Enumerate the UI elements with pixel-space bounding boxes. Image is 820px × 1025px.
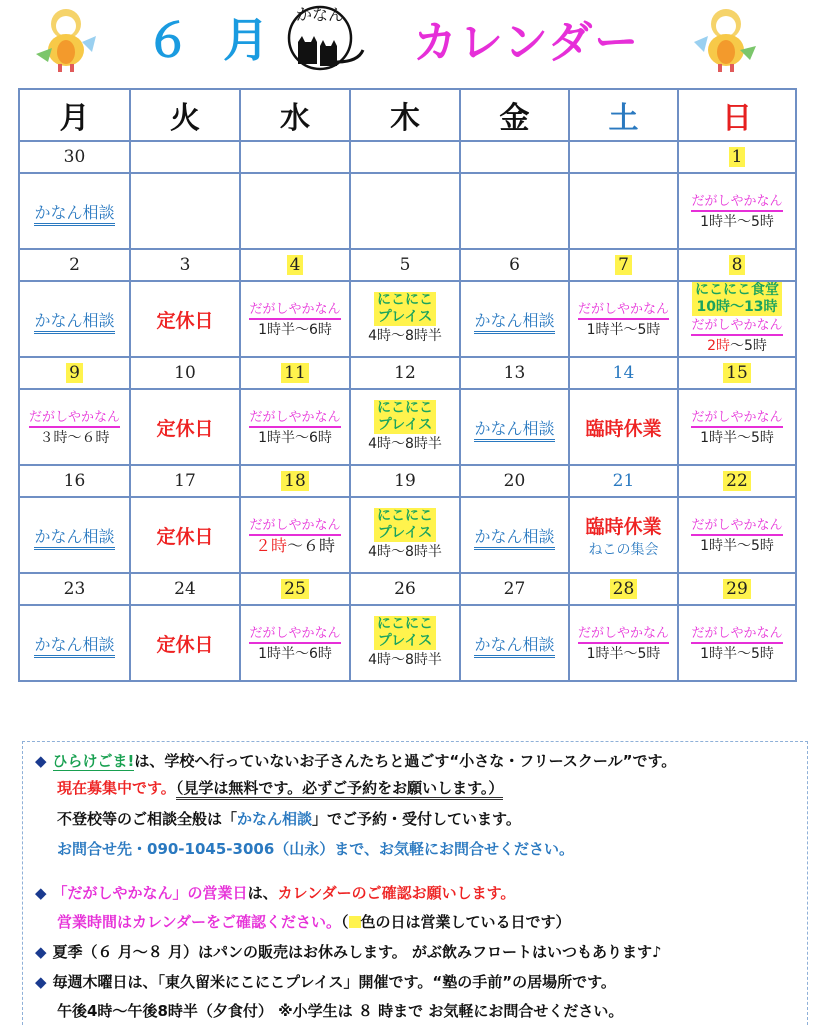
weekday-thu: 木 xyxy=(350,89,460,141)
event-cell xyxy=(19,173,130,249)
event-cell xyxy=(678,173,796,249)
day-number: 26 xyxy=(394,579,416,599)
badge-line-1: にこにこ xyxy=(377,616,433,632)
shop-name: だがしやかなん xyxy=(249,410,340,428)
calendar-header xyxy=(0,0,820,85)
day-number: 23 xyxy=(63,579,86,599)
yellow-square-icon xyxy=(349,916,361,928)
day-number-cell xyxy=(460,573,569,605)
kanan-consult-link: かなん相談 xyxy=(34,311,114,334)
event-cell xyxy=(130,281,240,357)
diamond-icon: ◆ xyxy=(35,943,47,961)
weekday-sun: 日 xyxy=(678,89,796,141)
day-number-cell xyxy=(130,249,240,281)
shop-name: だがしやかなん xyxy=(578,626,669,644)
event-cell xyxy=(678,497,796,573)
event-cell xyxy=(460,497,569,573)
info-line-3: 不登校等のご相談全般は「かなん相談」でご予約・受付しています。 xyxy=(57,810,521,828)
day-number-cell xyxy=(19,465,130,497)
day-number: 17 xyxy=(174,471,196,491)
date-row xyxy=(19,357,796,389)
shop-hours: 1時半～5時 xyxy=(700,538,774,554)
weekday-tue: 火 xyxy=(130,89,240,141)
day-number-cell xyxy=(130,357,240,389)
weekday-wed: 水 xyxy=(240,89,350,141)
date-row xyxy=(19,249,796,281)
badge-line-1: にこにこ xyxy=(377,400,433,416)
event-row xyxy=(19,281,796,357)
shop-name: だがしやかなん xyxy=(29,410,120,428)
event-cell xyxy=(240,497,350,573)
empty-event-cell xyxy=(460,173,569,249)
closed-day-label: 定休日 xyxy=(156,417,214,440)
info-line-2: 現在募集中です。（見学は無料です。必ずご予約をお願いします。） xyxy=(57,777,503,798)
day-number-cell xyxy=(678,465,796,497)
day-number: 27 xyxy=(503,579,526,599)
event-hours: 4時～8時半 xyxy=(368,544,442,560)
event-cell xyxy=(569,605,678,681)
weekday-mon: 月 xyxy=(19,89,130,141)
badge-line-1: にこにこ食堂 xyxy=(695,282,779,298)
shop-hours: ３時～６時 xyxy=(39,430,110,446)
event-cell xyxy=(19,281,130,357)
mascot-icon xyxy=(28,2,100,72)
day-number-cell xyxy=(19,249,130,281)
month-label: ６ 月 xyxy=(145,13,278,67)
day-number-cell xyxy=(130,465,240,497)
info-line-7: ◆ 夏季（６ 月～８ 月）はパンの販売はお休みします。 がぶ飲みフロートはいつもあります♪ xyxy=(35,943,662,961)
badge-line-2: 10時～13時 xyxy=(696,299,778,315)
info-line-6: 営業時間はカレンダーをご確認ください。（ 色の日は営業している日です） xyxy=(57,913,571,931)
day-number: 24 xyxy=(174,579,196,599)
info-line-8: ◆ 毎週木曜日は、「東久留米にこにこプレイス」開催です。“塾の手前”の居場所です。 xyxy=(35,973,616,991)
day-number: 30 xyxy=(63,147,86,167)
info-line-4: お問合せ先・090-1045-3006（山永）まで、お気軽にお問合せください。 xyxy=(57,840,574,858)
empty-event-cell xyxy=(240,173,350,249)
event-hours: 4時～8時半 xyxy=(368,652,442,668)
event-cell xyxy=(240,389,350,465)
event-cell xyxy=(569,281,678,357)
day-number: 5 xyxy=(399,255,411,275)
day-number: 10 xyxy=(174,363,196,383)
day-number-cell xyxy=(240,465,350,497)
event-cell xyxy=(460,389,569,465)
diamond-icon: ◆ xyxy=(35,884,47,902)
kanan-consult-link: かなん相談 xyxy=(474,311,554,334)
day-number-cell xyxy=(569,249,678,281)
event-hours: 4時～8時半 xyxy=(368,436,442,452)
empty-event-cell xyxy=(130,173,240,249)
nikoniko-place-badge xyxy=(374,616,436,650)
shop-name: だがしやかなん xyxy=(691,626,782,644)
event-row xyxy=(19,389,796,465)
event-hours: 4時～8時半 xyxy=(368,328,442,344)
mascot-icon xyxy=(690,2,762,72)
event-cell xyxy=(678,605,796,681)
closed-day-label: 定休日 xyxy=(156,525,214,548)
day-number-cell xyxy=(569,465,678,497)
event-cell xyxy=(460,605,569,681)
badge-line-2: プレイス xyxy=(377,633,433,649)
day-number-cell xyxy=(130,573,240,605)
temporary-closure-label: 臨時休業 xyxy=(585,515,662,538)
event-cell xyxy=(569,497,678,573)
day-number-cell xyxy=(678,357,796,389)
event-cell xyxy=(350,497,460,573)
diamond-icon: ◆ xyxy=(35,752,47,770)
temporary-closure-label: 臨時休業 xyxy=(585,417,662,440)
event-note: ねこの集会 xyxy=(588,541,659,558)
kanan-consult-link: かなん相談 xyxy=(474,419,554,442)
shop-hours xyxy=(241,536,349,556)
day-number: 22 xyxy=(723,471,751,491)
day-number-cell xyxy=(19,573,130,605)
shop-hours: 1時半～6時 xyxy=(258,646,332,662)
kanan-consult-link: かなん相談 xyxy=(474,527,554,550)
weekday-fri: 金 xyxy=(460,89,569,141)
day-number: 28 xyxy=(610,579,638,599)
day-number: 7 xyxy=(615,255,632,275)
day-number: 19 xyxy=(394,471,416,491)
event-row xyxy=(19,173,796,249)
badge-line-2: プレイス xyxy=(377,525,433,541)
kanan-consult-link: かなん相談 xyxy=(474,635,554,658)
day-number-cell xyxy=(350,357,460,389)
event-cell xyxy=(678,281,796,357)
event-cell xyxy=(678,389,796,465)
event-cell xyxy=(350,605,460,681)
weekday-header-row xyxy=(19,89,796,141)
day-number: 18 xyxy=(281,471,309,491)
shop-name: だがしやかなん xyxy=(249,626,340,644)
page-title: カレンダー xyxy=(413,17,641,68)
nikoniko-place-badge xyxy=(374,508,436,542)
event-cell xyxy=(130,605,240,681)
day-number: 12 xyxy=(394,363,416,383)
event-cell xyxy=(19,497,130,573)
day-number: 16 xyxy=(63,471,86,491)
day-number: 13 xyxy=(503,363,526,383)
day-number-cell xyxy=(460,249,569,281)
day-number-cell xyxy=(19,357,130,389)
badge-line-1: にこにこ xyxy=(377,508,433,524)
shop-hours-end: ～６時 xyxy=(287,536,336,555)
day-number: 6 xyxy=(509,255,520,275)
day-number: 25 xyxy=(281,579,309,599)
nikoniko-place-badge xyxy=(374,400,436,434)
shop-name: だがしやかなん xyxy=(691,194,782,212)
shop-hours: 1時半～5時 xyxy=(586,322,661,338)
day-number-cell xyxy=(678,573,796,605)
info-line-9: 午後4時～午後8時半（夕食付） ※小学生は ８ 時まで お気軽にお問合せください。 xyxy=(57,1002,624,1020)
badge-line-2: プレイス xyxy=(377,417,433,433)
badge-line-1: にこにこ xyxy=(377,292,433,308)
info-box xyxy=(22,741,808,1025)
shop-hours-end: ～5時 xyxy=(730,338,767,354)
day-number-cell xyxy=(240,249,350,281)
date-row xyxy=(19,141,796,173)
day-number-cell xyxy=(350,465,460,497)
shop-hours: 1時半～5時 xyxy=(700,214,774,230)
nikoniko-place-badge xyxy=(374,292,436,326)
event-cell xyxy=(569,389,678,465)
event-cell xyxy=(350,389,460,465)
day-number: 1 xyxy=(729,147,746,167)
event-cell xyxy=(460,281,569,357)
day-number-cell xyxy=(569,573,678,605)
day-number-cell xyxy=(678,141,796,173)
event-cell xyxy=(19,389,130,465)
day-number-cell xyxy=(240,357,350,389)
shop-name: だがしやかなん xyxy=(249,302,340,320)
kanan-consult-link: かなん相談 xyxy=(34,527,114,550)
diamond-icon: ◆ xyxy=(35,973,47,991)
day-number-cell xyxy=(350,141,460,173)
calendar-table xyxy=(18,88,797,682)
day-number: 4 xyxy=(287,255,304,275)
day-number-cell xyxy=(678,249,796,281)
weekday-sat: 土 xyxy=(569,89,678,141)
info-line-5: ◆ 「だがしやかなん」の営業日は、カレンダーのご確認お願いします。 xyxy=(35,884,516,902)
badge-line-2: プレイス xyxy=(377,309,433,325)
day-number: 3 xyxy=(179,255,191,275)
shop-name: だがしやかなん xyxy=(691,518,782,536)
event-cell xyxy=(240,281,350,357)
shop-name: だがしやかなん xyxy=(249,518,340,536)
date-row xyxy=(19,465,796,497)
shop-name: だがしやかなん xyxy=(691,318,782,336)
day-number-cell xyxy=(240,141,350,173)
nikoniko-shokudo-badge xyxy=(692,282,782,316)
day-number-cell xyxy=(460,465,569,497)
day-number: 20 xyxy=(503,471,526,491)
day-number: 21 xyxy=(612,471,635,491)
event-cell xyxy=(130,497,240,573)
day-number-cell xyxy=(460,357,569,389)
closed-day-label: 定休日 xyxy=(156,633,214,656)
logo-text: かなん xyxy=(295,5,345,24)
shop-name: だがしやかなん xyxy=(691,410,782,428)
event-cell xyxy=(350,281,460,357)
shop-name: だがしやかなん xyxy=(578,302,669,320)
shop-hours-start: ２時 xyxy=(254,536,287,555)
day-number: 14 xyxy=(612,363,635,383)
shop-hours xyxy=(679,336,795,356)
shop-hours: 1時半～5時 xyxy=(700,430,774,446)
day-number-cell xyxy=(240,573,350,605)
day-number-cell xyxy=(130,141,240,173)
day-number: 29 xyxy=(723,579,751,599)
empty-event-cell xyxy=(569,173,678,249)
closed-day-label: 定休日 xyxy=(156,309,214,332)
day-number-cell xyxy=(350,249,460,281)
event-row xyxy=(19,605,796,681)
day-number-cell xyxy=(569,357,678,389)
kanan-consult-link: かなん相談 xyxy=(34,635,114,658)
day-number-cell xyxy=(460,141,569,173)
day-number-cell xyxy=(19,141,130,173)
shop-hours-start: 2時 xyxy=(707,338,730,354)
shop-hours: 1時半～5時 xyxy=(586,646,661,662)
shop-hours: 1時半～5時 xyxy=(700,646,774,662)
empty-event-cell xyxy=(350,173,460,249)
event-cell xyxy=(240,605,350,681)
shop-hours: 1時半～6時 xyxy=(258,322,332,338)
day-number: 15 xyxy=(723,363,751,383)
day-number-cell xyxy=(350,573,460,605)
event-cell xyxy=(130,389,240,465)
kanan-consult-link: かなん相談 xyxy=(34,203,114,226)
info-line-1: ◆ ひらけごま!は、学校へ行っていないお子さんたちと過ごす“小さな・フリースクール”です。 xyxy=(35,752,677,770)
event-cell xyxy=(19,605,130,681)
day-number: 9 xyxy=(66,363,83,383)
day-number: 2 xyxy=(69,255,80,275)
event-row xyxy=(19,497,796,573)
shop-hours: 1時半～6時 xyxy=(258,430,332,446)
day-number: 8 xyxy=(729,255,746,275)
date-row xyxy=(19,573,796,605)
day-number: 11 xyxy=(281,363,309,383)
cat-logo-icon xyxy=(268,2,378,72)
day-number-cell xyxy=(569,141,678,173)
